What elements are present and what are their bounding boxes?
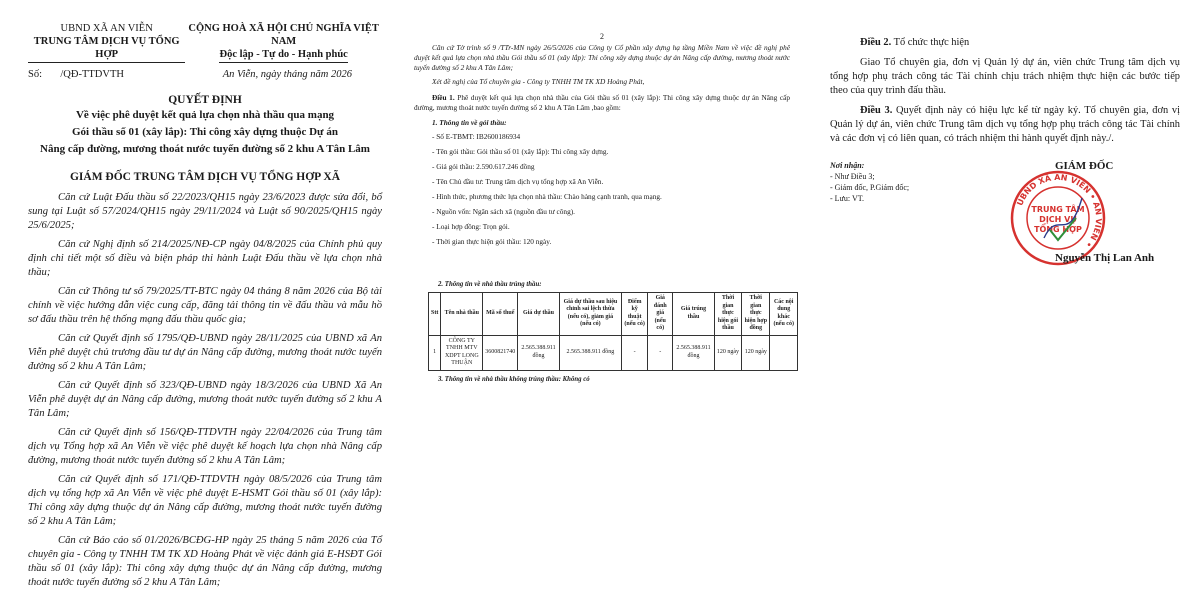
legal-basis-1: Căn cứ Luật Đấu thầu số 22/2023/QH15 ngày 23/6/2023 được sửa đổi, bổ sung tại Luật số 57/2024/QH15 ngày 29/11/2024 và Luật số 90/2025/QH15 ngày 25/6/2025; bbox=[28, 192, 382, 231]
package-info-item: - Hình thức, phương thức lựa chọn nhà thầu: Chào hàng cạnh tranh, qua mạng. bbox=[432, 192, 662, 201]
authority-heading: GIÁM ĐỐC TRUNG TÂM DỊCH VỤ TỔNG HỢP XÃ bbox=[69, 171, 341, 183]
table-cell: 120 ngày bbox=[742, 335, 770, 370]
country-name: CỘNG HOÀ XÃ HỘI CHỦ NGHĨA VIỆT NAM bbox=[188, 23, 379, 47]
table-cell: - bbox=[648, 335, 673, 370]
issuer-block bbox=[28, 22, 185, 63]
package-info-item: - Giá gói thầu: 2.590.617.246 đồng bbox=[432, 162, 535, 171]
section-2-heading: 2. Thông tin về nhà thầu trúng thầu: bbox=[438, 281, 542, 288]
table-row bbox=[429, 335, 798, 370]
recipients-block bbox=[830, 160, 1180, 204]
doc-subtitle-1: Về việc phê duyệt kết quả lựa chọn nhà thầu qua mạng bbox=[75, 109, 335, 121]
article-1: Điều 1. Phê duyệt kết quả lựa chọn nhà thầu của Gói thầu số 01 (xây lắp): Thi công xây dựng thuộc dự án Nâng cấp đường, mương thoát nước tuyến đường số 2 khu A Tân Lâm ,bao gồm: bbox=[414, 93, 790, 112]
table-cell: 2.565.388.911 đồng bbox=[518, 335, 560, 370]
doc-date: An Viễn, ngày tháng năm 2026 bbox=[222, 69, 352, 80]
doc-title: QUYẾT ĐỊNH bbox=[168, 94, 242, 106]
section-1-heading: 1. Thông tin về gói thầu: bbox=[432, 118, 507, 127]
table-cell: 120 ngày bbox=[714, 335, 741, 370]
article-2-heading: Điều 2. Tổ chức thực hiện bbox=[860, 37, 970, 48]
table-cell: 1 bbox=[429, 335, 441, 370]
legal-basis-7: Căn cứ Quyết định số 171/QĐ-TTDVTH ngày 08/5/2026 của Trung tâm dịch vụ tổng hợp xã An Viễn về việc phê duyệt E-HSMT Gói thầu số 01 (xây lắp): Thi công xây dựng thuộc dự án Nâng cấp đường, mương thoát nước tuyến đường số 2 khu A Tân Lâm; bbox=[28, 474, 382, 527]
header bbox=[28, 22, 382, 63]
table-cell: 3600821740 bbox=[483, 335, 518, 370]
section-3-heading: 3. Thông tin về nhà thầu không trúng thầu: Không có bbox=[438, 375, 590, 383]
legal-basis-4: Căn cứ Quyết định số 1795/QĐ-UBND ngày 28/11/2025 của UBND xã An Viễn phê duyệt chủ trương đầu tư dự án Nâng cấp đường, mương thoát nước tuyến đường số 2 khu A Tân Lâm; bbox=[28, 333, 382, 372]
table-header: Stt bbox=[429, 293, 441, 336]
table-header: Giá dự thầu bbox=[518, 293, 560, 336]
legal-basis-8: Căn cứ Báo cáo số 01/2026/BCĐG-HP ngày 25 tháng 5 năm 2026 của Tổ chuyên gia - Công ty TNHH TM TK XD Hoàng Phát về việc đánh giá E-HSĐT Gói thầu số 01 (xây lắp): Thi công xây dựng thuộc dự án Nâng cấp đường, mương thoát nước tuyến đường số 2 khu A Tân Lâm; bbox=[28, 535, 382, 588]
recipient-item: - Lưu: VT. bbox=[830, 194, 865, 203]
table-header: Tên nhà thầu bbox=[441, 293, 483, 336]
article-3: Điều 3. Quyết định này có hiệu lực kể từ ngày ký. Tổ chuyên gia, đơn vị Quản lý dự án, viên chức Trung tâm dịch vụ tổng hợp phụ trách công tác Tài chính và các đơn vị có liên quan, có trách nhiệm thi hành quyết định này./. bbox=[830, 105, 1180, 144]
doc-meta bbox=[28, 69, 382, 80]
issuer-parent: UBND XÃ AN VIỄN bbox=[60, 23, 153, 34]
svg-text:TRUNG TÂM: TRUNG TÂM bbox=[1031, 205, 1085, 214]
table-header: Thời gian thực hiện hợp đồng bbox=[742, 293, 770, 336]
signature-area bbox=[830, 160, 1180, 310]
signer-name: Nguyễn Thị Lan Anh bbox=[1055, 252, 1155, 264]
table-header: Giá dự thầu sau hiệu chỉnh sai lệch thừa (nếu có), giảm giá (nếu có) bbox=[559, 293, 621, 336]
doc-subtitle-3: Nâng cấp đường, mương thoát nước tuyến đường số 2 khu A Tân Lâm bbox=[40, 143, 370, 155]
package-info-item: - Tên Chủ đầu tư: Trung tâm dịch vụ tổng hợp xã An Viễn. bbox=[432, 177, 604, 186]
winner-table bbox=[428, 292, 798, 371]
page-1 bbox=[0, 0, 400, 588]
package-info-item: - Nguồn vốn: Ngân sách xã (nguồn đầu tư công). bbox=[432, 207, 575, 216]
table-header: Điểm kỹ thuật (nếu có) bbox=[622, 293, 648, 336]
svg-text:DỊCH VỤ: DỊCH VỤ bbox=[1039, 215, 1077, 224]
recipient-item: - Giám đốc, P.Giám đốc; bbox=[830, 183, 910, 192]
table-header: Mã số thuế bbox=[483, 293, 518, 336]
legal-basis-5: Căn cứ Quyết định số 323/QĐ-UBND ngày 18/3/2026 của UBND Xã An Viễn phê duyệt dự án Nâng cấp đường, mương thoát nước tuyến đường số 2 khu A Tân Lâm; bbox=[28, 380, 382, 419]
signer-position: GIÁM ĐỐC bbox=[1055, 160, 1114, 172]
legal-basis-2: Căn cứ Nghị định số 214/2025/NĐ-CP ngày 04/8/2025 của Chính phủ quy định chi tiết một số điều và biện pháp thi hành Luật Đấu thầu về lựa chọn nhà thầu; bbox=[28, 239, 382, 278]
table-cell: 2.565.388.911 đồng bbox=[559, 335, 621, 370]
package-info-item: - Tên gói thầu: Gói thầu số 01 (xây lắp): Thi công xây dựng. bbox=[432, 147, 609, 156]
page-3 bbox=[800, 0, 1200, 566]
doc-subtitle-2: Gói thầu số 01 (xây lắp): Thi công xây dựng thuộc Dự án bbox=[71, 126, 339, 138]
issuer-name: TRUNG TÂM DỊCH VỤ TỔNG HỢP bbox=[28, 35, 185, 63]
table-cell: - bbox=[622, 335, 648, 370]
article-2-body: Giao Tổ chuyên gia, đơn vị Quản lý dự án, viên chức Trung tâm dịch vụ tổng hợp phụ trách công tác Tài chính chịu trách nhiệm thực hiện các bước tiếp theo của quy trình đấu thầu. bbox=[830, 57, 1180, 96]
table-header: Các nội dung khác (nếu có) bbox=[770, 293, 798, 336]
package-info-item: - Thời gian thực hiện gói thầu: 120 ngày. bbox=[432, 237, 552, 246]
page-number: 2 bbox=[600, 32, 604, 41]
package-info-item: - Loại hợp đồng: Trọn gói. bbox=[432, 222, 510, 231]
intro-consideration: Xét đề nghị của Tổ chuyên gia - Công ty TNHH TM TK XD Hoàng Phát, bbox=[432, 77, 645, 86]
table-cell: CÔNG TY TNHH MTV XDPT LONG THUẬN bbox=[441, 335, 483, 370]
legal-basis-3: Căn cứ Thông tư số 79/2025/TT-BTC ngày 04 tháng 8 năm 2026 của Bộ tài chính về việc hướng dẫn việc cung cấp, đăng tải thông tin về đấu thầu và mẫu hồ sơ đấu thầu trên hệ thống mạng đấu thầu quốc gia; bbox=[28, 286, 382, 325]
table-header-row bbox=[429, 293, 798, 336]
table-header: Giá đánh giá (nếu có) bbox=[648, 293, 673, 336]
table-cell bbox=[770, 335, 798, 370]
page-2 bbox=[400, 0, 800, 566]
motto: Độc lập - Tự do - Hạnh phúc bbox=[185, 48, 382, 63]
package-info-item: - Số E-TBMT: IB2600186934 bbox=[432, 132, 521, 141]
stamp-ring-text: UBND XÃ AN VIỄN • AN VIỄN • bbox=[1015, 172, 1104, 250]
legal-basis-6: Căn cứ Quyết định số 156/QĐ-TTDVTH ngày 22/04/2026 của Trung tâm dịch vụ Tổng hợp xã An Viễn về việc phê duyệt kế hoạch lựa chọn nhà Nâng cấp đường, mương thoát nước tuyến đường số 2 khu A Tân Lâm; bbox=[28, 427, 382, 466]
svg-text:TỔNG HỢP: TỔNG HỢP bbox=[1034, 225, 1082, 234]
intro-basis: Căn cứ Tờ trình số 9 /TTr-MN ngày 26/5/2026 của Công ty Cổ phần xây dựng hạ tầng Miền Nam về việc đề nghị phê duyệt kết quả lựa chọn nhà thầu Gói thầu số 01 (xây lắp): Thi công xây dựng thuộc dự án Nâng cấp đường, mương thoát nước tuyến đường số 2 khu A Tân Lâm; bbox=[414, 43, 790, 72]
recipients-heading: Nơi nhận: bbox=[830, 161, 865, 170]
national-heading bbox=[185, 22, 382, 63]
doc-number: Số: /QĐ-TTDVTH bbox=[28, 69, 124, 80]
table-cell: 2.565.388.911 đồng bbox=[673, 335, 715, 370]
table-header: Giá trúng thầu bbox=[673, 293, 715, 336]
recipient-item: - Như Điều 3; bbox=[830, 172, 875, 181]
table-header: Thời gian thực hiện gói thầu bbox=[714, 293, 741, 336]
